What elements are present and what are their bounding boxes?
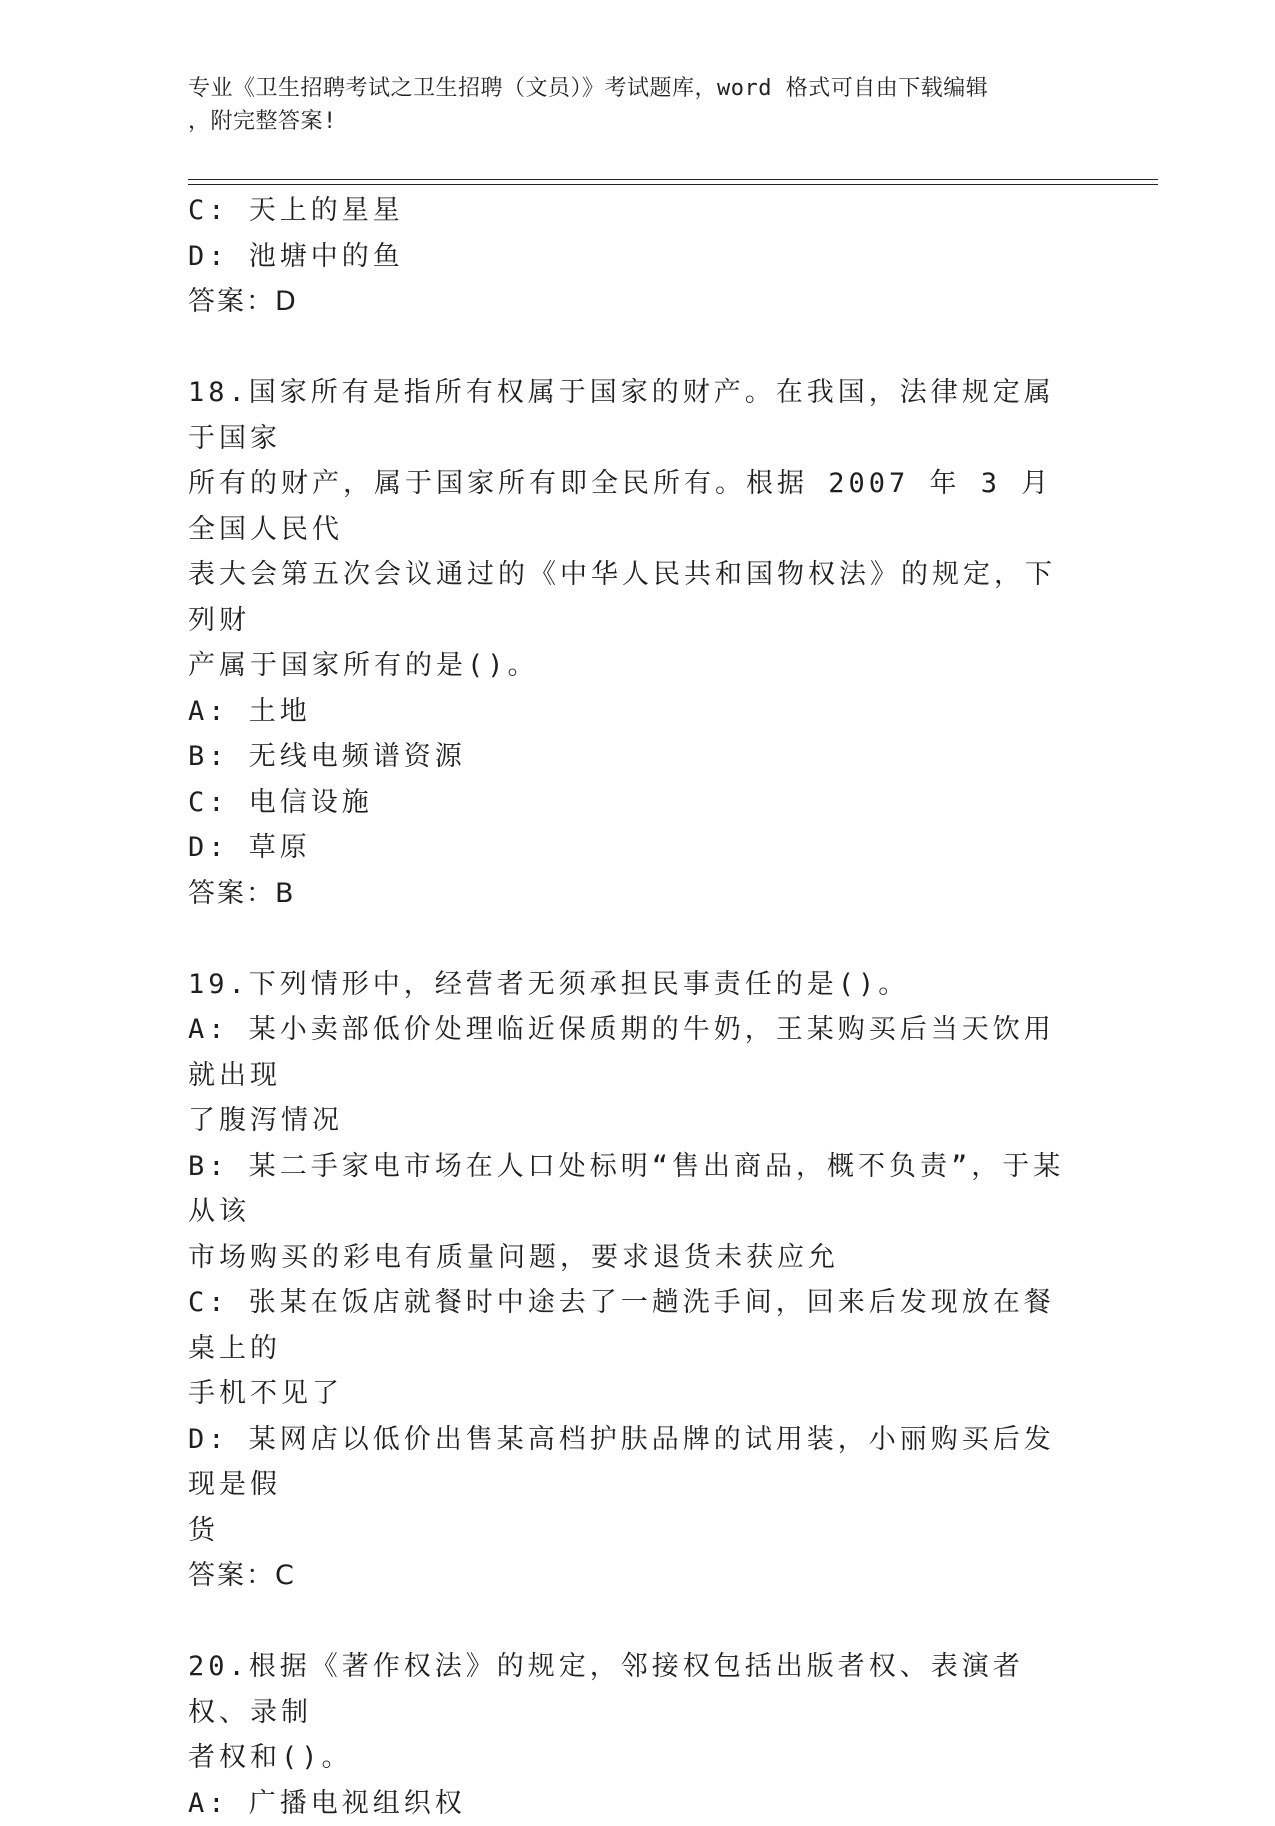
question-18-option-c: C: 电信设施 — [188, 780, 1078, 826]
question-18-option-b: B: 无线电频谱资源 — [188, 734, 1078, 780]
question-19-option-a: 了腹泻情况 — [188, 1098, 1078, 1144]
option-d: D: 池塘中的鱼 — [188, 234, 1078, 280]
header-rule-top — [188, 179, 1158, 180]
document-header — [188, 72, 1088, 138]
question-19-option-d: 货 — [188, 1508, 1078, 1554]
question-20-stem: 20.根据《著作权法》的规定，邻接权包括出版者权、表演者权、录制 — [188, 1644, 1078, 1735]
answer-line: 答案：D — [188, 279, 1078, 325]
option-c: C: 天上的星星 — [188, 188, 1078, 234]
question-19-option-c: C: 张某在饭店就餐时中途去了一趟洗手间，回来后发现放在餐桌上的 — [188, 1280, 1078, 1371]
question-18-answer: 答案：B — [188, 871, 1078, 917]
question-19-option-b: 市场购买的彩电有质量问题，要求退货未获应允 — [188, 1235, 1078, 1281]
question-18-stem: 所有的财产，属于国家所有即全民所有。根据 2007 年 3 月全国人民代 — [188, 461, 1078, 552]
header-line-1: 专业《卫生招聘考试之卫生招聘（文员）》考试题库，word 格式可自由下载编辑 — [188, 72, 1088, 105]
header-line-2: ，附完整答案! — [188, 105, 1088, 138]
question-18-stem: 产属于国家所有的是()。 — [188, 643, 1078, 689]
spacer — [188, 1599, 1078, 1645]
question-18-option-d: D: 草原 — [188, 825, 1078, 871]
question-18-stem: 18.国家所有是指所有权属于国家的财产。在我国，法律规定属于国家 — [188, 370, 1078, 461]
spacer — [188, 325, 1078, 371]
question-18-option-a: A: 土地 — [188, 689, 1078, 735]
question-18-stem: 表大会第五次会议通过的《中华人民共和国物权法》的规定，下列财 — [188, 552, 1078, 643]
question-20-option-a: A: 广播电视组织权 — [188, 1781, 1078, 1826]
question-19-answer: 答案：C — [188, 1553, 1078, 1599]
question-19-option-a: A: 某小卖部低价处理临近保质期的牛奶，王某购买后当天饮用就出现 — [188, 1007, 1078, 1098]
question-19-option-d: D: 某网店以低价出售某高档护肤品牌的试用装，小丽购买后发现是假 — [188, 1417, 1078, 1508]
spacer — [188, 916, 1078, 962]
header-rule-bottom — [188, 184, 1158, 185]
question-19-stem: 19.下列情形中，经营者无须承担民事责任的是()。 — [188, 962, 1078, 1008]
question-20-stem: 者权和()。 — [188, 1735, 1078, 1781]
question-19-option-c: 手机不见了 — [188, 1371, 1078, 1417]
question-19-option-b: B: 某二手家电市场在人口处标明“售出商品，概不负责”，于某从该 — [188, 1144, 1078, 1235]
question-body — [188, 188, 1078, 1826]
